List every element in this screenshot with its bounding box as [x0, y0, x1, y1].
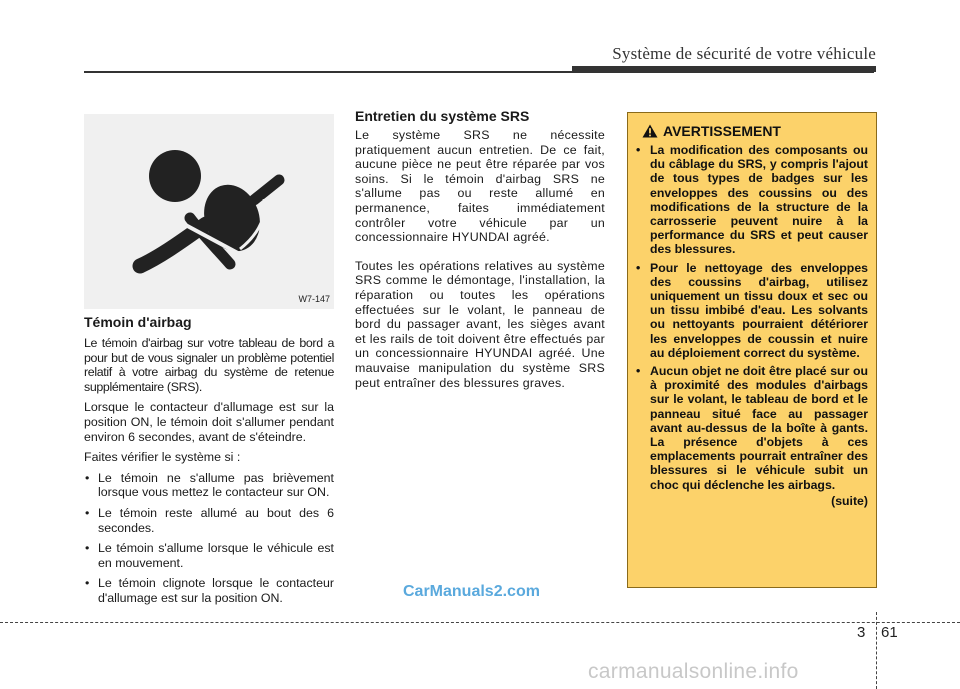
continued-label: (suite) [831, 493, 868, 508]
paragraph: Lorsque le contacteur d'allumage est sur la position ON, le témoin doit s'allumer pendant environ 6 secondes, avant de s'éteindre. [84, 400, 334, 444]
footer-rule [0, 622, 960, 623]
checklist [84, 471, 334, 606]
section-heading-airbag-indicator: Témoin d'airbag [84, 314, 192, 330]
page-number: 61 [881, 624, 898, 641]
column-srs-maintenance [355, 108, 605, 404]
column-airbag-indicator [84, 314, 334, 612]
watermark-carmanuals: CarManuals2.com [403, 583, 540, 600]
list-item: • Le témoin s'allume lorsque le véhicule est en mouvement. [84, 541, 334, 570]
warning-header [642, 123, 868, 139]
warning-title: AVERTISSEMENT [663, 123, 781, 139]
warning-list [636, 143, 868, 492]
warning-triangle-icon [642, 124, 658, 138]
paragraph: Le témoin d'airbag sur votre tableau de bord a pour but de vous signaler un problème potentiel relatif à votre airbag du système de retenue supplémentaire (SRS). [84, 336, 334, 394]
paragraph: Toutes les opérations relatives au système SRS comme le démontage, l'installation, la réparation ou toutes les opérations effectuées sur le volant, le panneau de bord du passager avant, les sièges avant et les rails de toit doivent être effectués par un concessionnaire HYUNDAI agréé. Une mauvaise manipulation du système SRS peut entraîner des blessures graves. [355, 258, 605, 390]
list-item: • Le témoin clignote lorsque le contacteur d'allumage est sur la position ON. [84, 576, 334, 605]
airbag-warning-figure [84, 114, 334, 309]
warning-item: • Aucun objet ne doit être placé sur ou à proximité des modules d'airbags sur le volant, le tableau de bord et le panneau situé face au passager avant au-dessus de la boîte à gants. La présence d'objets à ces emplacements pourrait entraîner des blessures si le véhicule subit un choc qui déclenche les airbags. [636, 364, 868, 492]
paragraph: Le système SRS ne nécessite pratiquement aucun entretien. De ce fait, aucune pièce ne peut être réparée par vos soins. Si le témoin d'airbag SRS ne s'allume pas ou reste allumé en permanence, faites immédiatement contrôler votre véhicule par un concessionnaire HYUNDAI agréé. [355, 128, 605, 245]
watermark-carmanualsonline: carmanualsonline.info [588, 660, 799, 683]
figure-label: W7-147 [298, 294, 330, 304]
paragraph: Faites vérifier le système si : [84, 450, 241, 465]
list-item: • Le témoin ne s'allume pas brièvement lorsque vous mettez le contacteur sur ON. [84, 471, 334, 500]
header-rule-accent [572, 66, 876, 72]
airbag-warning-icon [84, 114, 334, 309]
warning-item: • La modification des composants ou du câblage du SRS, y compris l'ajout de tous types de badges sur les enveloppes des coussins ou des modifications de la structure de la carrosserie peuvent nuire à la performance du SRS et peut causer des blessures. [636, 143, 868, 257]
section-heading-srs-maintenance: Entretien du système SRS [355, 108, 530, 124]
footer-divider [876, 612, 877, 689]
chapter-number: 3 [857, 624, 866, 641]
warning-box [627, 112, 877, 588]
warning-item: • Pour le nettoyage des enveloppes des coussins d'airbag, utilisez uniquement un tissu doux et sec ou un tissu imbibé d'eau. Les solvants ou nettoyants pourraient détériorer les enveloppes de coussin et nuire au déploiement correct du système. [636, 261, 868, 360]
page-header-title: Système de sécurité de votre véhicule [612, 44, 876, 63]
list-item: • Le témoin reste allumé au bout des 6 secondes. [84, 506, 334, 535]
